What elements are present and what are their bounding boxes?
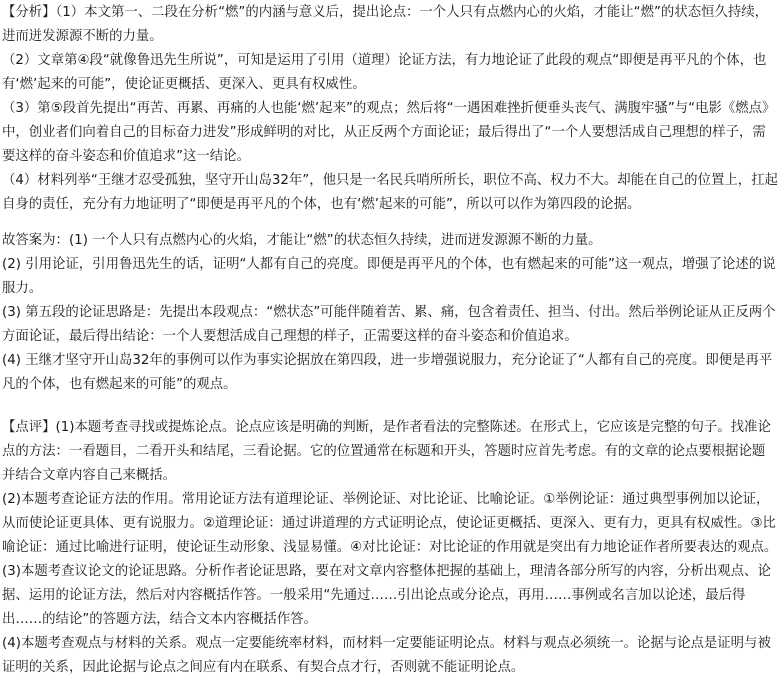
analysis-paragraph-1: 【分析】（1）本文第一、二段在分析“燃”的内涵与意义后，提出论点：一个人只有点燃内心的火焰，才能让“燃”的状态恒久持续，进而迸发源源不断的力量。 <box>2 5 769 44</box>
comment-paragraph-2: (2)本题考查论证方法的作用。常用论证方法有道理论证、举例论证、对比论证、比喻论证。①举例论证：通过典型事例加以论证，从而使论证更具体、更有说服力。②道理论证：通过讲道理的方式证明论点，使论证更概括、更深入、更有力，更具有权威性。③比喻论证：通过比喻进行证明，使论证生动形象、浅显易懂。④对比论证：对比论证的作用就是突出有力地论证作者所要表达的观点。 <box>2 492 778 555</box>
analysis-paragraph-3: （3）第⑤段首先提出“再苦、再累、再痛的人也能‘燃’起来”的观点；然后将“一遇困难挫折便垂头丧气、满腹牢骚”与“电影《燃点》中，创业者们向着自己的目标奋力进发”形成鲜明的对比，从正反两个方面论证；最后得出了“一个人要想活成自己理想的样子，需要这样的奋斗姿态和价值追求”这一结论。 <box>2 101 776 164</box>
section-spacer <box>2 217 778 229</box>
answer-paragraph-4: (4) 王继才坚守开山岛32年的事例可以作为事实论据放在第四段，进一步增强说服力，充分论证了“人都有自己的亮度。即便是再平凡的个体，也有燃起来的可能”的观点。 <box>2 353 773 392</box>
comment-paragraph-1: 【点评】(1)本题考查寻找或提炼论点。论点应该是明确的判断，是作者看法的完整陈述。在形式上，它应该是完整的句子。找准论点的方法：一看题目，二看开头和结尾，三看论据。它的位置通常在标题和开头，答题时应首先考虑。有的文章的论点要根据论题并结合文章内容自己来概括。 <box>2 420 771 483</box>
answer-paragraph-1: 故答案为：(1) 一个人只有点燃内心的火焰，才能让“燃”的状态恒久持续，进而迸发源源不断的力量。 <box>2 233 602 248</box>
analysis-paragraph-4: （4）材料列举“王继才忍受孤独，坚守开山岛32年”，他只是一名民兵哨所所长，职位不高、权力不大。却能在自己的位置上，扛起自身的责任，充分有力地证明了“即便是再平凡的个体，也有‘燃’起来的可能”，所以可以作为第四段的论据。 <box>2 173 778 212</box>
answer-paragraph-2: (2) 引用论证，引用鲁迅先生的话，证明“人都有自己的亮度。即便是再平凡的个体，也有燃起来的可能”这一观点，增强了论述的说服力。 <box>2 257 776 296</box>
analysis-section <box>2 1 778 217</box>
analysis-paragraph-2: （2）文章第④段“就像鲁迅先生所说”，可知是运用了引用（道理）论证方法，有力地论证了此段的观点“即便是再平凡的个体，也有‘燃’起来的可能”，使论证更概括、更深入、更具有权威性。 <box>2 53 767 92</box>
answer-paragraph-3: (3) 第五段的论证思路是：先提出本段观点：“燃状态”可能伴随着苦、累、痛，包含着责任、担当、付出。然后举例论证从正反两个方面论证，最后得出结论：一个人要想活成自己理想的样子，正需要这样的奋斗姿态和价值追求。 <box>2 305 776 344</box>
comment-section <box>2 416 778 680</box>
answer-section <box>2 229 778 397</box>
section-spacer <box>2 397 778 416</box>
comment-paragraph-3: (3)本题考查议论文的论证思路。分析作者论证思路，要在对文章内容整体把握的基础上，理清各部分所写的内容，分析出观点、论据、运用的论证方法，然后对内容概括作答。一般采用“先通过……引出论点或分论点，再用……事例或名言加以论述，最后得出……的结论”的答题方法，结合文本内容概括作答。 <box>2 564 771 627</box>
comment-paragraph-4: (4)本题考查观点与材料的关系。观点一定要能统率材料，而材料一定要能证明论点。材料与观点必须统一。论据与论点是证明与被证明的关系，因此论据与论点之间应有内在联系、有契合点才行，否则就不能证明论点。 <box>2 636 771 675</box>
